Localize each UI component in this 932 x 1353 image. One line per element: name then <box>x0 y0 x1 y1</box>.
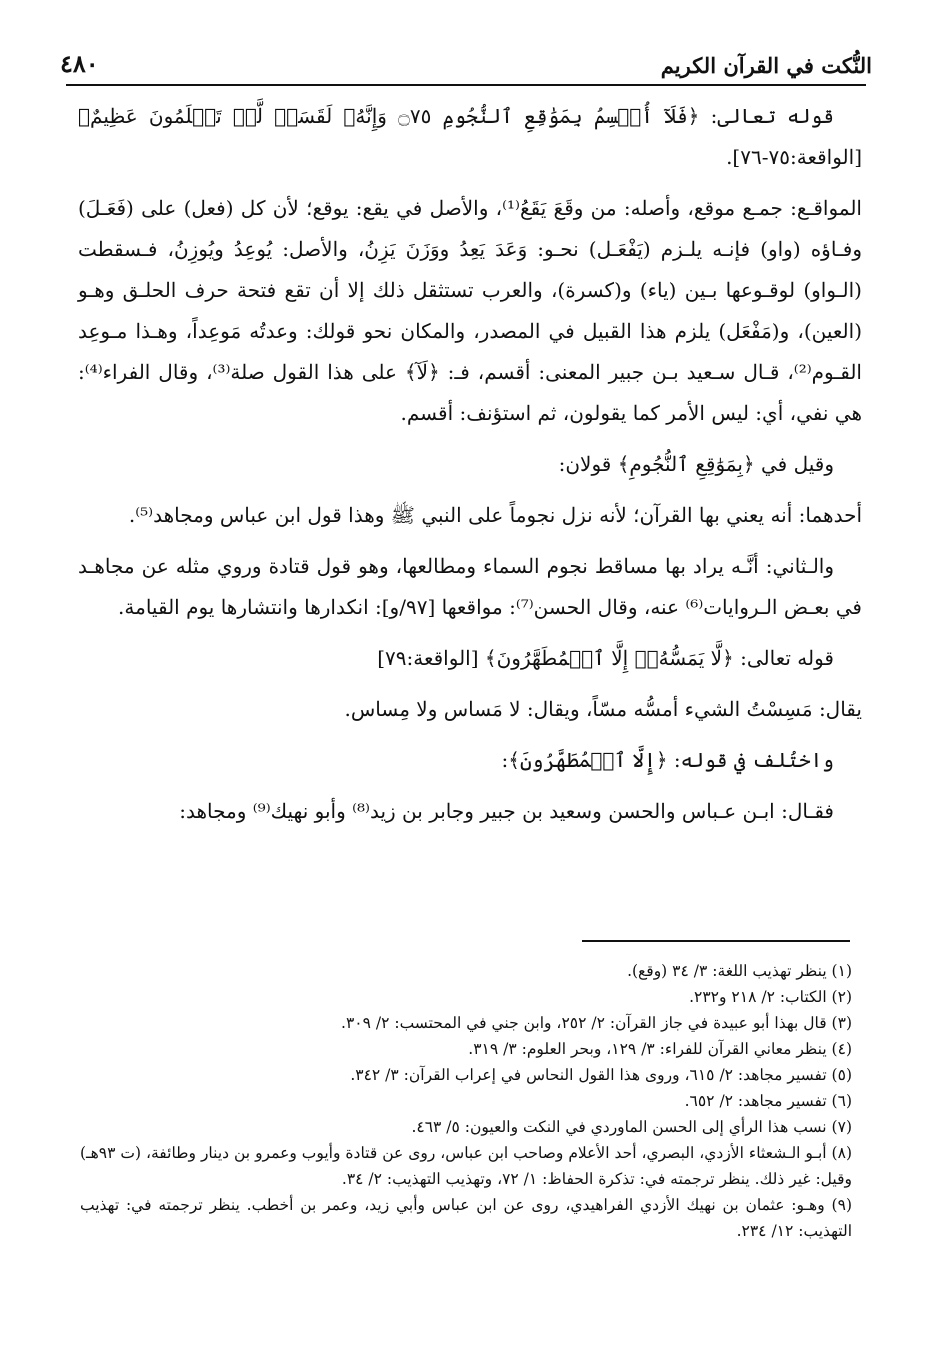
paragraph-first-opinion: أحدهما: أنه يعني بها القرآن؛ لأنه نزل نجوماً على النبي ﷺ وهذا قول ابن عباس ومجاهد⁽⁵⁾. <box>128 503 862 527</box>
footnote-2: (٢) الكتاب: ٢/ ٢١٨ و٢٣٢. <box>689 988 852 1006</box>
paragraph-mawaqi-definition: المواقـع: جمـع موقع، وأصله: من وقَعَ يَقَعُ⁽¹⁾، والأصل في يقع: يوقع؛ لأن كل (فعل) على (فَعَـلَ) وفـاؤه (واو) فإنـه يلـزم (يَفْعَـل) نحـو: وَعَدَ يَعِدُ ووَزَنَ يَزِنُ، والأصل: يُوعِدُ ويُوزِنُ، فـسقطت (الـواو) لوقـوعها بـين (ياء) و(كسرة)، والعرب تستثقل ذلك إلا أن تقع فتحة حرف الحلـق وهـو (العين)، و(مَفْعَل) يلزم هذا القبيل في المصدر، والمكان نحو قولك: وعدتُه مَوعِداً، وهـذا مـوعِد القـوم⁽²⁾، قـال سـعيد بـن جبير المعنى: أقسم، فـ: ﴿لَآ﴾ على هذا القول صلة⁽³⁾، وقال الفراء⁽⁴⁾: هي نفي، أي: ليس الأمر كما يقولون، ثم استؤنف: أقسم. <box>78 196 862 425</box>
paragraph-second-opinion: والـثاني: أنَّـه يراد بها مساقط نجوم السماء ومطالعها، وهو قول قتادة وروي مثله عن مجاهـد في بعـض الـروايات⁽⁶⁾ عنه، وقال الحسن⁽⁷⁾: مواقعها [٩٧/و]: انكدارها وانتشارها يوم القيامة. <box>78 554 862 619</box>
footnote-3: (٣) قال بهذا أبو عبيدة في جاز القرآن: ٢/ ٢٥٢، وابن جني في المحتسب: ٢/ ٣٠٩. <box>341 1014 852 1032</box>
footnote-7: (٧) نسب هذا الرأي إلى الحسن الماوردي في النكت والعيون: ٥/ ٤٦٣. <box>411 1118 852 1136</box>
footnotes <box>80 958 852 1278</box>
page-header <box>60 40 872 82</box>
page-number: ٤٨٠ <box>60 49 99 78</box>
footnote-8: (٨) أبـو الـشعثاء الأزدي، البصري، أحد الأعلام وصاحب ابن عباس، روى عن قتادة وأيوب وعمرو بن دينار وطائفة، (ت ٩٣هـ) وقيل: غير ذلك. ينظر ترجمته في: تذكرة الحفاظ: ١/ ٧٢، وتهذيب التهذيب: ٢/ ٣٤. <box>80 1144 852 1188</box>
paragraph-disagreement: واختُلف في قوله: ﴿إِلَّا ٱلۡمُطَهَّرُونَ﴾: <box>501 748 834 772</box>
paragraph-verse-79: قوله تعالى: ﴿لَّا يَمَسُّهُۥٓ إِلَّا ٱلۡمُطَهَّرُونَ﴾ [الواقعة:٧٩] <box>377 646 834 670</box>
footnote-4: (٤) ينظر معاني القرآن للفراء: ٣/ ١٢٩، وبحر العلوم: ٣/ ٣١٩. <box>468 1040 852 1058</box>
paragraph-ibn-abbas: فقـال: ابـن عـباس والحسن وسعيد بن جبير وجابر بن زيد⁽⁸⁾ وأبو نهيك⁽⁹⁾ ومجاهد: <box>179 799 834 823</box>
footnote-5: (٥) تفسير مجاهد: ٢/ ٦١٥، وروى هذا القول النحاس في إعراب القرآن: ٣/ ٣٤٢. <box>350 1066 852 1084</box>
paragraph-masas: يقال: مَسِسْتُ الشيء أمسُّه مسّاً، ويقال: لا مَساس ولا مِساس. <box>344 697 862 721</box>
footnote-9: (٩) وهـو: عثمان بن نهيك الأزدي الفراهيدي، روى عن ابن عباس وأبي زيد، وعمر بن أخطب. ينظر ترجمته في: تهذيب التهذيب: ١٢/ ٢٣٤. <box>80 1196 852 1240</box>
footnote-1: (١) ينظر تهذيب اللغة: ٣/ ٣٤ (وقع). <box>627 962 852 980</box>
main-text <box>78 96 862 876</box>
header-rule <box>66 84 866 86</box>
running-title: النُّكت في القرآن الكريم <box>660 53 872 78</box>
paragraph-verse-75-76: قوله تعالى: ﴿فَلَآ أُقۡسِمُ بِمَوَٰقِعِ ٱلنُّجُومِ ۝٧٥ وَإِنَّهُۥ لَقَسَمٞ لَّوۡ تَعۡلَمُونَ عَظِيمٌ﴾ [الواقعة:٧٥-٧٦]. <box>78 104 862 169</box>
footnote-6: (٦) تفسير مجاهد: ٢/ ٦٥٢. <box>684 1092 852 1110</box>
paragraph-two-opinions: وقيل في ﴿بِمَوَٰقِعِ ٱلنُّجُومِ﴾ قولان: <box>558 452 834 476</box>
